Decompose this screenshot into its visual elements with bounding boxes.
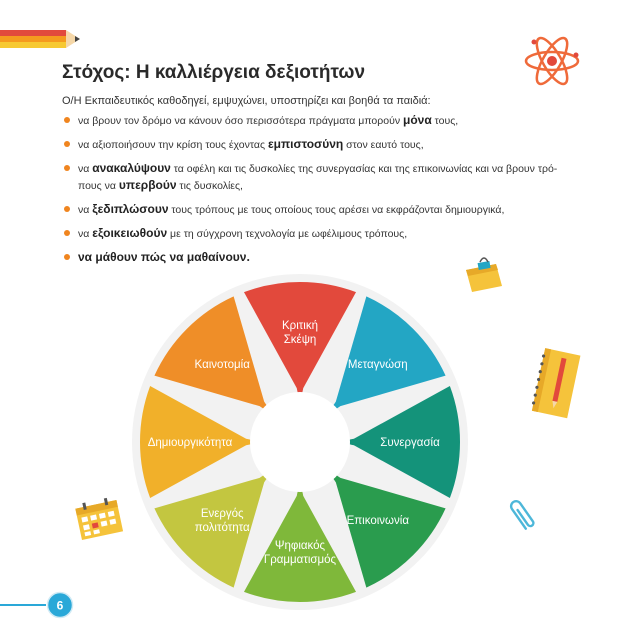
wheel-segment-label: Καινοτομία [194, 359, 250, 372]
goal-text: τους, [431, 115, 459, 127]
goal-emphasis: ανακαλύψουν [92, 161, 171, 175]
goal-text: να αξιοποιήσουν την κρίση τους έχοντας [78, 139, 268, 151]
notebook-pencil-icon [528, 345, 582, 423]
goal-text: με τη σύγχρονη τεχνολογία με ωφέλιμους τρόπους, [167, 228, 408, 240]
intro-text: Ο/Η Εκπαιδευτικός καθοδηγεί, εμψυχώνει, υποστηρίζει και βοηθά τα παιδιά: [62, 95, 431, 107]
goals-list [64, 112, 564, 272]
wheel-segment-label: Σκέψη [283, 334, 317, 346]
wheel-segment-label: Δημιουργικότητα [147, 437, 233, 449]
atom-icon [522, 34, 582, 88]
page-number: 6 [56, 598, 64, 613]
goal-text: τα οφέλη και τις δυσκολίες της συνεργασίας και της επικοινωνίας και να βρουν τρό- [170, 163, 558, 175]
goal-text: να βρουν τον δρόμο να κάνουν όσο περισσότερα πράγματα μπορούν [78, 115, 403, 127]
skills-wheel [130, 272, 470, 612]
goal-emphasis: εμπιστοσύνη [267, 137, 344, 151]
goal-item [64, 112, 564, 129]
wheel-segment-label: Συνεργασία [380, 437, 440, 449]
goal-emphasis: εξοικειωθούν [92, 226, 168, 240]
goal-emphasis: μόνα [403, 113, 432, 127]
wheel-segment-label: Ενεργός [200, 507, 244, 520]
wheel-segment-label: Μεταγνώση [347, 359, 408, 372]
goal-emphasis: ξεδιπλώσουν [92, 202, 169, 216]
goal-text: τις δυσκολίες, [176, 180, 243, 192]
wheel-segment-label: Ψηφιακός [274, 540, 326, 552]
paperclip-icon [508, 494, 538, 538]
wheel-segment-label: πολιτότητα [194, 521, 250, 534]
goal-text: τους τρόπους με τους οποίους τους αρέσει να εκφράζονται δημιουργικά, [168, 204, 505, 216]
calendar-icon [72, 496, 126, 542]
goal-text: στον εαυτό τους, [343, 139, 424, 151]
page-title: Στόχος: Η καλλιέργεια δεξιοτήτων [62, 62, 366, 83]
goal-emphasis: υπερβούν [118, 178, 177, 192]
goal-text: να [78, 228, 93, 240]
footer-line [0, 604, 46, 606]
wheel-segment-label: Κριτική [281, 320, 319, 332]
goal-item [64, 225, 564, 242]
goal-text: να [78, 163, 93, 175]
page-number-badge [46, 591, 74, 619]
goal-item [64, 136, 564, 153]
goal-text: πους να [78, 180, 119, 192]
goal-emphasis: να μάθουν πώς να μαθαίνουν [78, 250, 247, 264]
goal-item [64, 160, 564, 194]
goal-text: . [246, 250, 250, 264]
pencil-stripe-icon [0, 28, 82, 52]
wheel-segment-label: Επικοινωνία [346, 514, 409, 527]
goal-text: να [78, 204, 93, 216]
goal-item [64, 201, 564, 218]
wheel-segment-label: Γραμματισμός [263, 554, 337, 566]
